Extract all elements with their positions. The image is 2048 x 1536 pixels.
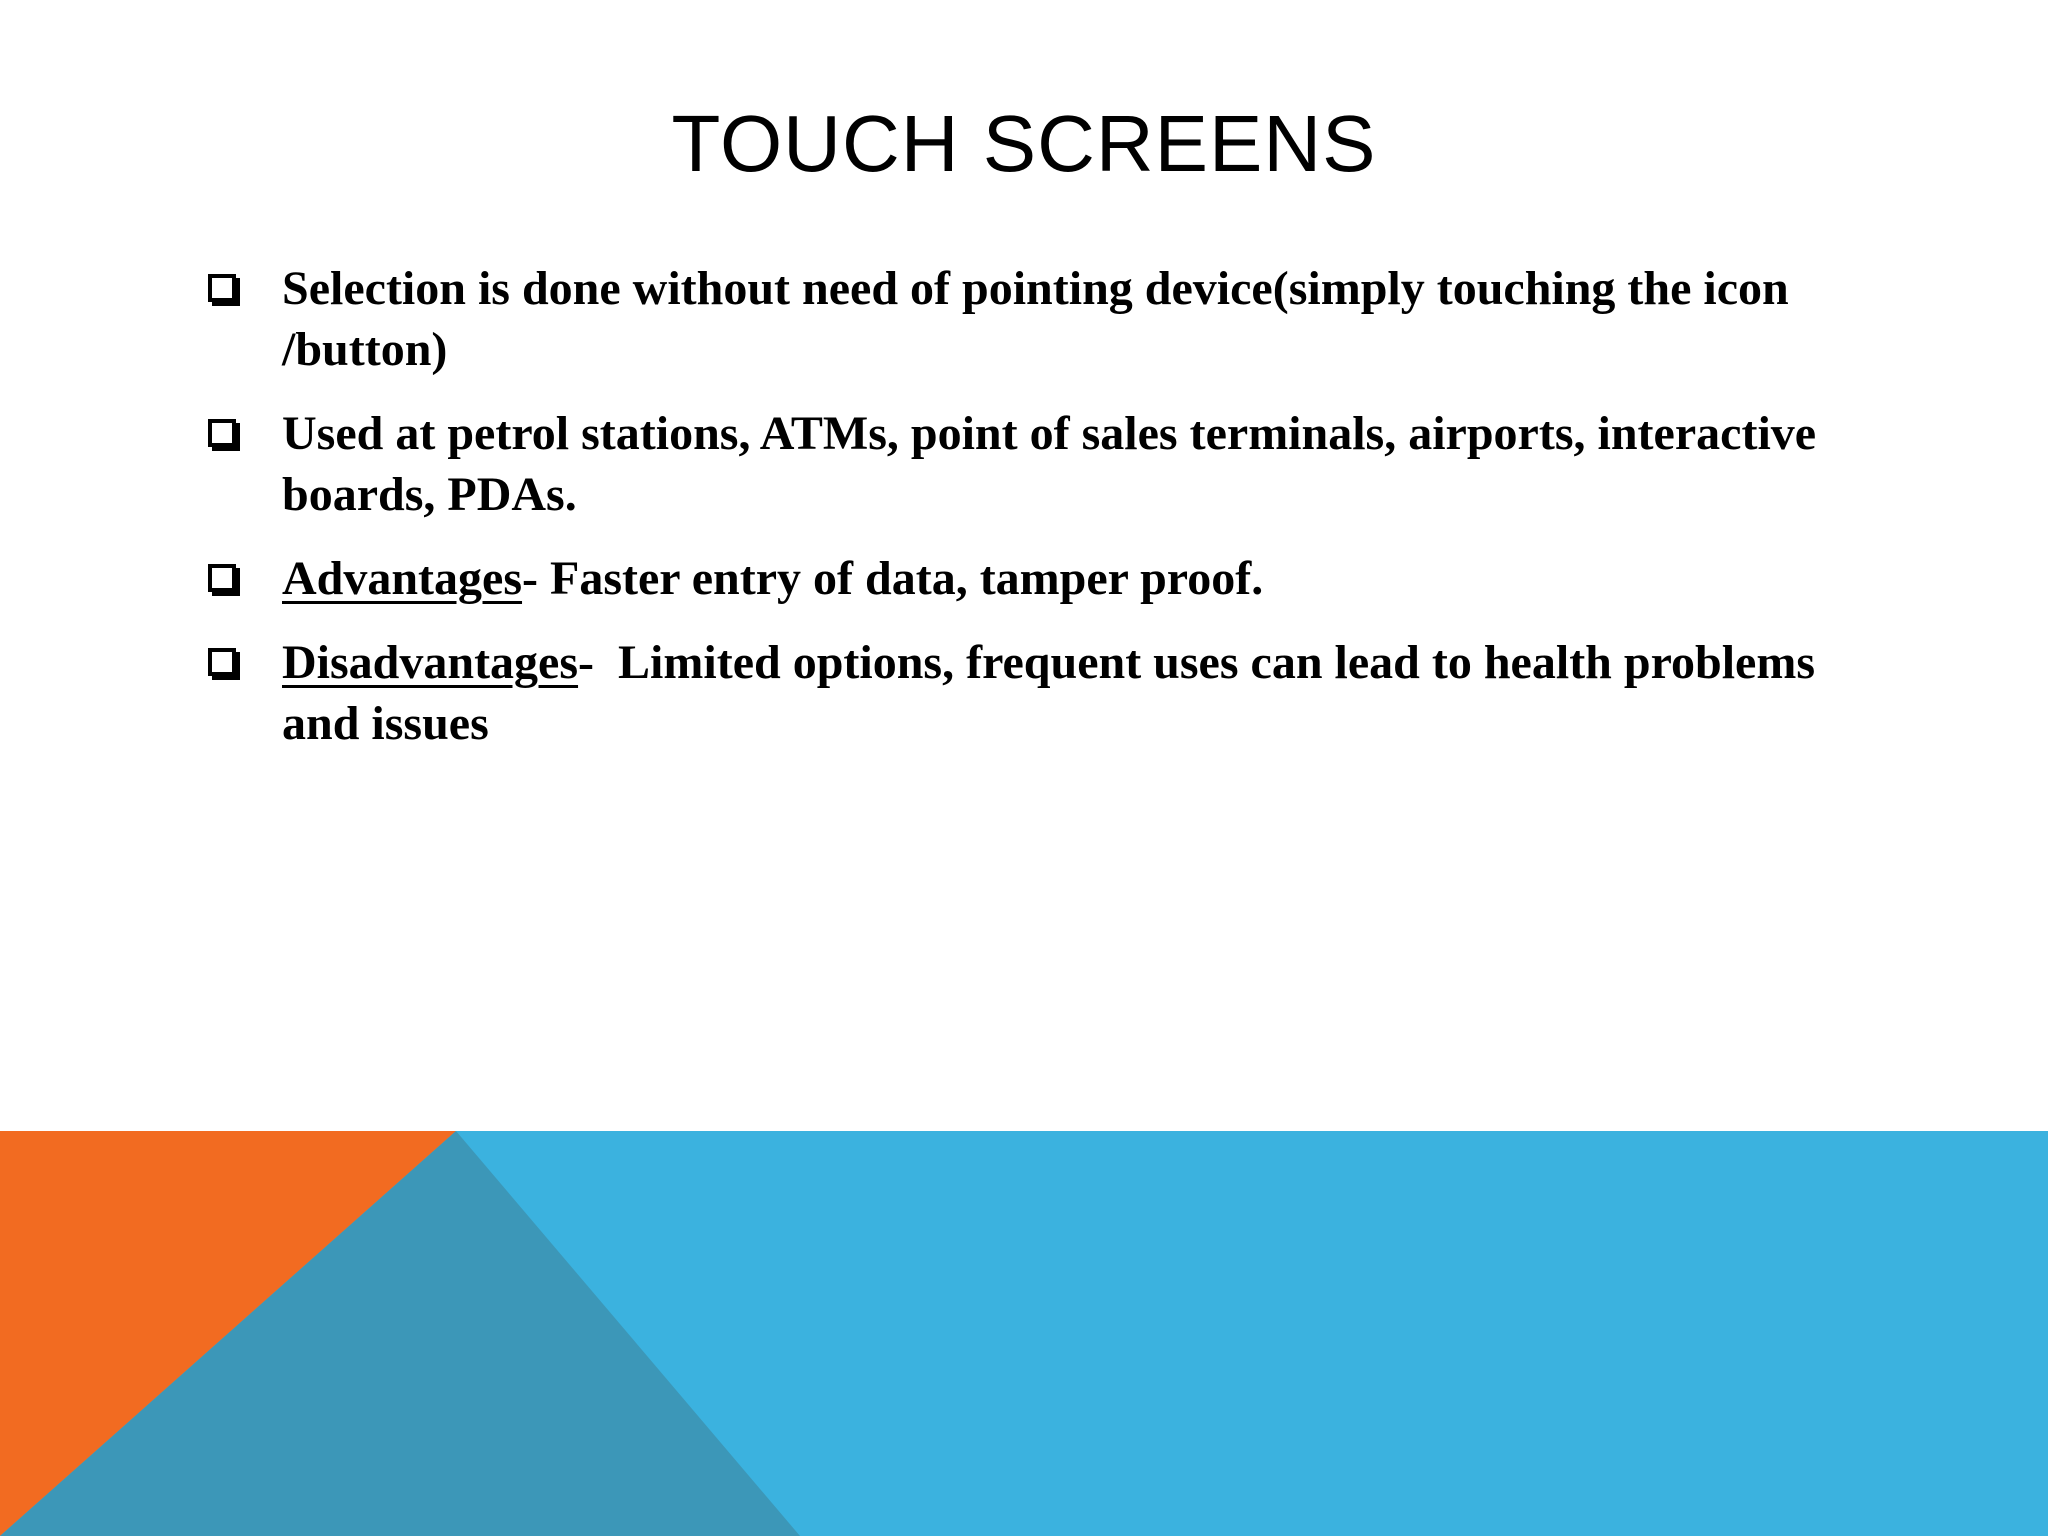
checkbox-icon [208,648,236,676]
bullet-text: Faster entry of data, tamper proof. [538,552,1264,605]
bullet-separator: - [522,552,539,605]
slide-title: TOUCH SCREENS [671,99,1377,188]
bullet-separator: - [578,636,595,689]
checkbox-icon [208,274,236,302]
bullet-text: Limited options, frequent uses can lead to health problems and issues [282,636,1828,750]
bullet-label-advantages: Advantages [282,552,523,605]
bullet-item [204,632,1844,754]
bullet-item [204,548,1844,609]
checkbox-icon [208,564,236,592]
bullet-list [204,258,1844,777]
bullet-text: Selection is done without need of pointing device(simply touching the icon /button) [282,262,1789,376]
bullet-item [204,403,1844,525]
footer-decoration [0,1131,2048,1536]
bullet-text: Used at petrol stations, ATMs, point of sales terminals, airports, interactive boards, PDAs. [282,407,1817,521]
bullet-label-disadvantages: Disadvantages [282,636,579,689]
bullet-item [204,258,1844,380]
checkbox-icon [208,419,236,447]
